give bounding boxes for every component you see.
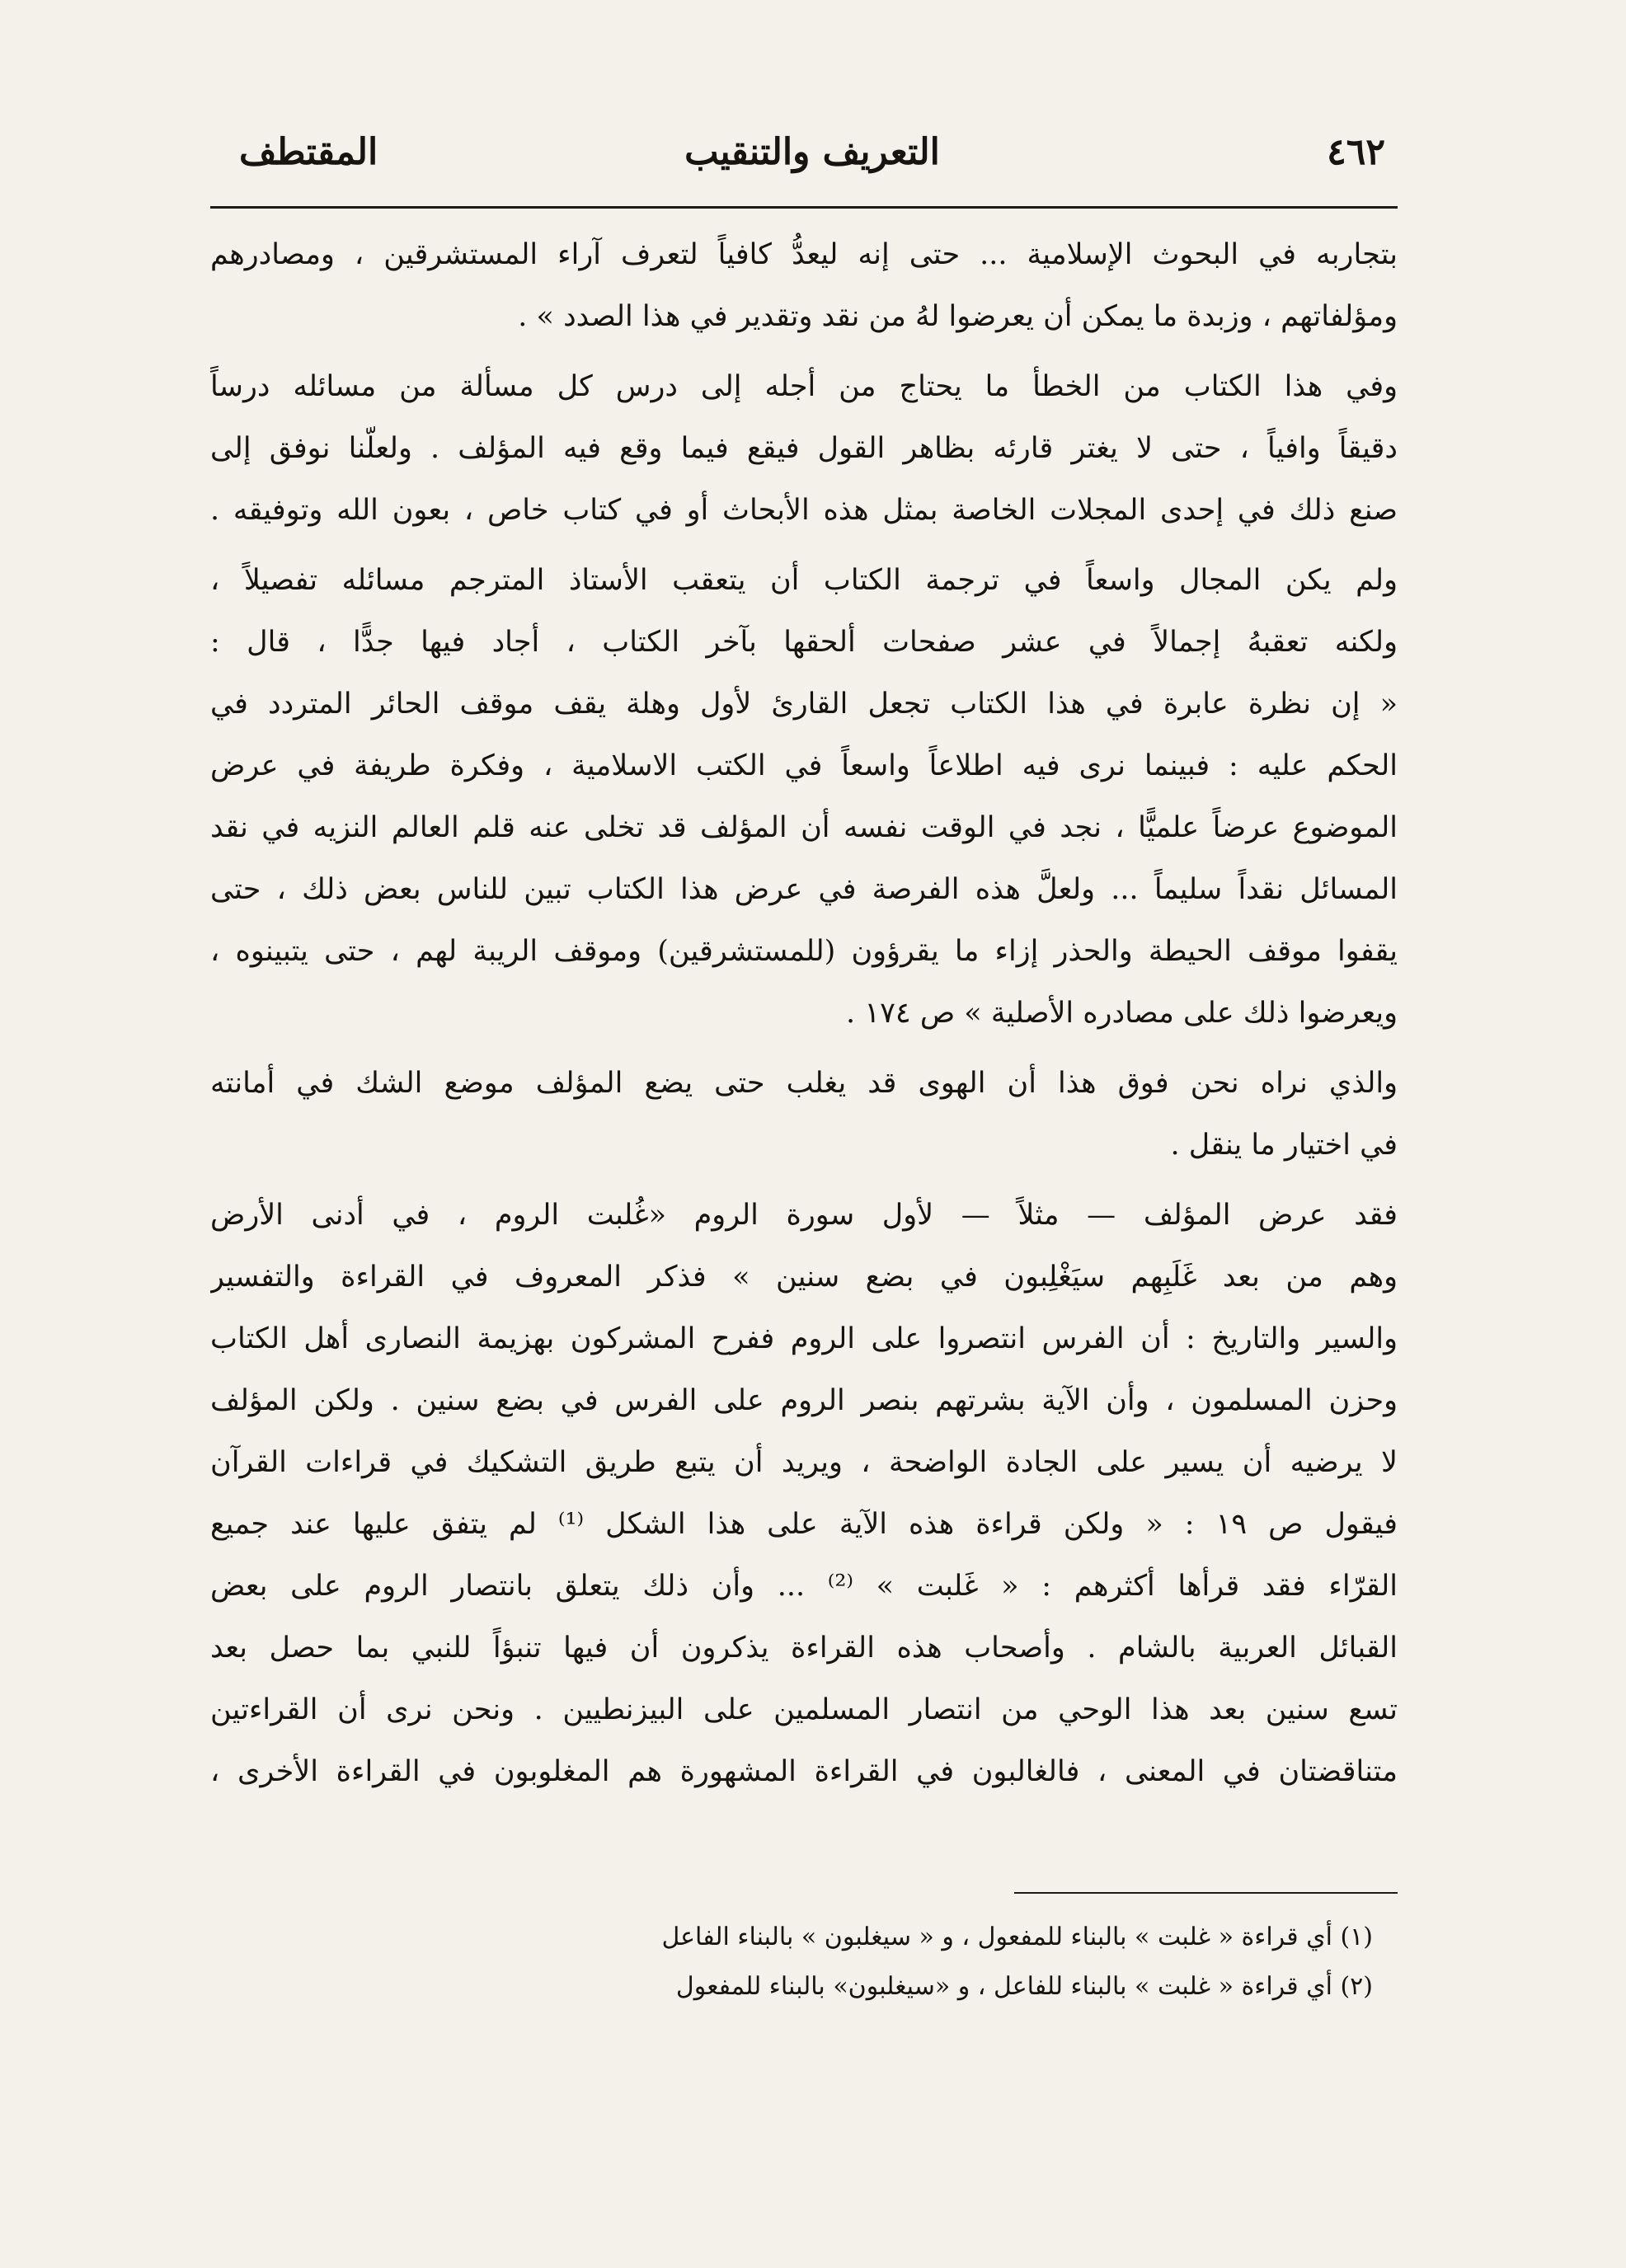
text-line: والسير والتاريخ : أن الفرس انتصروا على الروم ففرح المشركون بهزيمة النصارى أهل الكتاب bbox=[210, 1322, 1398, 1355]
text-line: دقيقاً وافياً ، حتى لا يغتر قارئه بظاهر القول فيقع فيما وقع فيه المؤلف . ولعلّنا نوفق إلى bbox=[210, 432, 1398, 465]
text-line: فقد عرض المؤلف — مثلاً — لأول سورة الروم «غُلبت الروم ، في أدنى الأرض bbox=[210, 1199, 1398, 1232]
text-line: ولم يكن المجال واسعاً في ترجمة الكتاب أن يتعقب الأستاذ المترجم مسائله تفصيلاً ، bbox=[210, 564, 1398, 597]
text-line: وهم من بعد غَلَبِهم سيَغْلِبون في بضع سنين » فذكر المعروف في القراءة والتفسير bbox=[210, 1261, 1398, 1294]
journal-name: المقتطف bbox=[239, 131, 378, 173]
article-body bbox=[210, 224, 1398, 1811]
text-line: الموضوع عرضاً علميًّا ، نجد في الوقت نفسه أن المؤلف قد تخلى عنه قلم العالم النزيه في نقد bbox=[210, 811, 1398, 844]
text-line: القبائل العربية بالشام . وأصحاب هذه القراءة يذكرون أن فيها تنبؤاً للنبي بما حصل بعد bbox=[210, 1632, 1398, 1665]
footnote-2: (٢) أي قراءة « غلبت » بالبناء للفاعل ، و «سيغلبون» بالبناء للمفعول bbox=[675, 1972, 1373, 2001]
text-line: « إن نظرة عابرة في هذا الكتاب تجعل القارئ لأول وهلة يقف موقف الحائر المتردد في bbox=[210, 688, 1398, 721]
text-line: يقفوا موقف الحيطة والحذر إزاء ما يقرؤون (للمستشرقين) وموقف الريبة لهم ، حتى يتبينوه ، bbox=[210, 935, 1398, 968]
text-line: القرّاء فقد قرأها أكثرهم : « غَلبت » ⁽²⁾ ... وأن ذلك يتعلق بانتصار الروم على بعض bbox=[210, 1570, 1398, 1603]
text-line: لا يرضيه أن يسير على الجادة الواضحة ، ويريد أن يتبع طريق التشكيك في قراءات القرآن bbox=[210, 1446, 1398, 1479]
text-line: والذي نراه نحن فوق هذا أن الهوى قد يغلب حتى يضع المؤلف موضع الشك في أمانته bbox=[210, 1067, 1398, 1100]
footnotes bbox=[495, 1913, 1373, 2012]
text-line: وحزن المسلمون ، وأن الآية بشرتهم بنصر الروم على الفرس في بضع سنين . ولكن المؤلف bbox=[210, 1384, 1398, 1417]
paragraph bbox=[210, 1053, 1398, 1176]
text-line: صنع ذلك في إحدى المجلات الخاصة بمثل هذه الأبحاث أو في كتاب خاص ، بعون الله وتوفيقه . bbox=[210, 494, 1398, 527]
footnote-divider bbox=[1014, 1892, 1398, 1894]
text-line: ويعرضوا ذلك على مصادره الأصلية » ص ١٧٤ . bbox=[846, 997, 1398, 1030]
paragraph bbox=[210, 1185, 1398, 1803]
paragraph bbox=[210, 550, 1398, 1045]
running-head bbox=[239, 124, 1385, 181]
text-line: في اختيار ما ينقل . bbox=[1170, 1129, 1398, 1162]
text-line: وفي هذا الكتاب من الخطأ ما يحتاج من أجله إلى درس كل مسألة من مسائله درساً bbox=[210, 370, 1398, 403]
paragraph bbox=[210, 356, 1398, 542]
section-title: التعريف والتنقيب bbox=[684, 131, 940, 173]
text-line: الحكم عليه : فبينما نرى فيه اطلاعاً واسعاً في الكتب الاسلامية ، وفكرة طريفة في عرض bbox=[210, 749, 1398, 782]
text-line: فيقول ص ١٩ : « ولكن قراءة هذه الآية على هذا الشكل ⁽¹⁾ لم يتفق عليها عند جميع bbox=[210, 1508, 1398, 1541]
text-line: تسع سنين بعد هذا الوحي من انتصار المسلمين على البيزنطيين . ونحن نرى أن القراءتين bbox=[210, 1693, 1398, 1726]
header-divider bbox=[210, 206, 1398, 209]
text-line: المسائل نقداً سليماً ... ولعلَّ هذه الفرصة في عرض هذا الكتاب تبين للناس بعض ذلك ، حتى bbox=[210, 873, 1398, 906]
paragraph bbox=[210, 224, 1398, 348]
text-line: ولكنه تعقبهُ إجمالاً في عشر صفحات ألحقها بآخر الكتاب ، أجاد فيها جدًّا ، قال : bbox=[210, 626, 1398, 659]
text-line: متناقضتان في المعنى ، فالغالبون في القراءة المشهورة هم المغلوبون في القراءة الأخرى ، bbox=[210, 1755, 1398, 1788]
text-line: ومؤلفاتهم ، وزبدة ما يمكن أن يعرضوا لهُ من نقد وتقدير في هذا الصدد » . bbox=[518, 300, 1398, 333]
page-number: ٤٦٢ bbox=[1327, 131, 1385, 173]
text-line: بتجاربه في البحوث الإسلامية ... حتى إنه ليعدُّ كافياً لتعرف آراء المستشرقين ، ومصادرهم bbox=[210, 238, 1398, 271]
footnote-1: (١) أي قراءة « غلبت » بالبناء للمفعول ، و « سيغلبون » بالبناء الفاعل bbox=[661, 1923, 1373, 1951]
